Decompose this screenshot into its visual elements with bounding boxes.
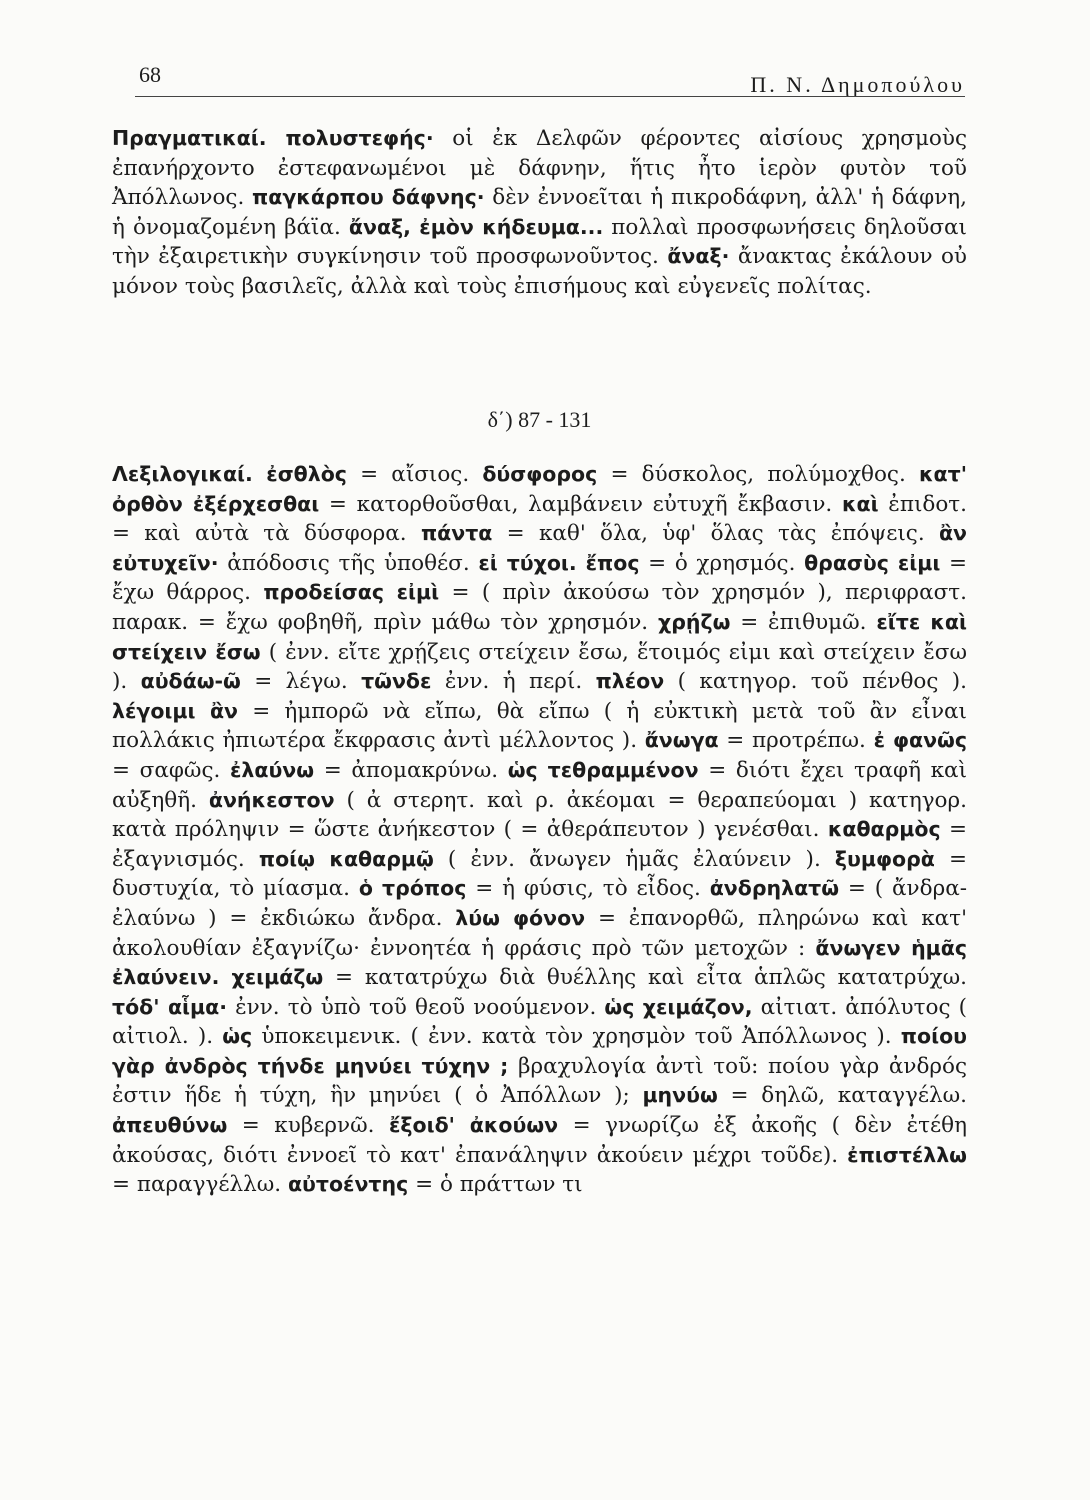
lemma-term: μηνύω — [642, 1083, 718, 1108]
lemma-term: προδείσας εἰμὶ — [263, 580, 440, 605]
commentary-text: αἰτιατ. ἀπόλυτος ( αἰτιολ. ). — [112, 994, 967, 1050]
commentary-paragraph-lexilogikai — [112, 460, 967, 1200]
lemma-term: ἐλαύνω — [229, 757, 315, 782]
commentary-text: ἐνν. τὸ ὑπὸ τοῦ θεοῦ νοούμενον. — [226, 994, 605, 1020]
commentary-text: = παραγγέλλω. — [112, 1172, 288, 1198]
lemma-term: εἴτε καὶ στείχειν ἔσω — [112, 609, 968, 664]
lemma-term: αὐδάω-ῶ — [140, 669, 241, 694]
lemma-term: λέγοιμι ἂν — [112, 698, 239, 723]
commentary-text: = ( πρὶν ἀκούσω τὸν χρησμόν ), περιφραστ. παρακ. = ἔχω φοβηθῆ, πρὶν μάθω τὸν χρησμόν. — [112, 580, 967, 635]
commentary-text: = λέγω. — [240, 669, 362, 695]
lemma-term: ἀνδρηλατῶ — [709, 876, 840, 901]
lemma-term: ἄνωγα — [644, 728, 719, 753]
lemma-term: θρασὺς εἰμι — [804, 550, 941, 575]
lemma-term: ποίου γὰρ ἀνδρὸς τήνδε μηνύει τύχην ; — [112, 1024, 967, 1078]
commentary-text: = ( ἄνδρα-ἐλαύνω ) = ἐκδιώκω ἄνδρα. — [112, 876, 967, 931]
commentary-text: ἄνακτας ἐκάλουν οὐ μόνον τοὺς βασιλεῖς, ἀλλὰ καὶ τοὺς ἐπισήμους καὶ εὐγενεῖς πολίτας. — [112, 244, 967, 299]
commentary-text: = καθ' ὅλα, ὑφ' ὅλας τὰς ἐπόψεις. — [492, 521, 939, 547]
running-head: Π. Ν. Δημοπούλου — [750, 72, 965, 97]
lemma-term: παγκάρπου δάφνης· — [252, 185, 485, 210]
commentary-text: = ἠμπορῶ νὰ εἴπω, θὰ εἴπω ( ἡ εὐκτικὴ μετὰ τοῦ ἂν εἶναι πολλάκις ἠπιωτέρα ἔκφρασις ἀντὶ μέλλοντος ). — [112, 698, 967, 754]
commentary-text: ἐπιδοτ. = καὶ αὐτὰ τὰ δύσφορα. — [112, 491, 968, 547]
commentary-text: ἐνν. ἡ περί. — [431, 669, 596, 695]
commentary-text: = ἐπανορθῶ, πληρώνω καὶ κατ' ἀκολουθίαν ἐξαγνίζω· ἐννοητέα ἡ φράσις πρὸ τῶν μετοχῶν : — [112, 905, 967, 961]
lemma-term: λύω φόνον — [455, 905, 586, 930]
lemma-term: ἀνήκεστον — [208, 787, 335, 812]
commentary-text: = κατατρύχω διὰ θυέλλης καὶ εἶτα ἁπλῶς κατατρύχω. — [323, 965, 967, 991]
lemma-term: Πραγματικαί. πολυστεφής· — [112, 126, 434, 150]
commentary-text: ( κατηγορ. τοῦ πένθος ). — [664, 669, 967, 695]
commentary-text: = ἐπιθυμῶ. — [730, 609, 877, 635]
commentary-text: ἀπόδοσις τῆς ὑποθέσ. — [218, 550, 479, 576]
lemma-term: κατ' ὀρθὸν ἐξέρχεσθαι — [112, 462, 967, 516]
lemma-term: πάντα — [420, 521, 493, 546]
commentary-text: = κατορθοῦσθαι, λαμβάνειν εὐτυχῆ ἔκβασιν. — [319, 491, 842, 517]
lemma-term: τῶνδε — [361, 669, 432, 694]
commentary-text: ὑποκειμενικ. ( ἐνν. κατὰ τὸν χρησμὸν τοῦ Ἀπόλλωνος ). — [252, 1024, 901, 1050]
lemma-term: ὁ τρόπος — [358, 876, 467, 901]
commentary-text: ( ἀ στερητ. καὶ ρ. ἀκέομαι = θεραπεύομαι ) κατηγορ. κατὰ πρόληψιν = ὥστε ἀνήκεστον ( = ἀθεράπευτον ) γενέσθαι. — [112, 787, 967, 843]
header-rule — [135, 96, 965, 97]
lemma-term: ποίῳ καθαρμῷ — [258, 846, 434, 871]
lemma-term: ὡς τεθραμμένον — [507, 757, 699, 782]
commentary-text: δὲν ἐννοεῖται ἡ πικροδάφνη, ἀλλ' ἡ δάφνη, ἡ ὀνομαζομένη βάϊα. — [112, 185, 967, 240]
lemma-term: ἐπιστέλλω — [847, 1142, 967, 1167]
page-number: 68 — [139, 62, 161, 87]
page-header — [135, 62, 965, 102]
commentary-text: = προτρέπω. — [718, 728, 874, 754]
lemma-term: αὐτοέντης — [287, 1172, 409, 1197]
commentary-text: οἱ ἐκ Δελφῶν φέροντες αἰσίους χρησμοὺς ἐπανήρχοντο ἐστεφανωμένοι μὲ δάφνην, ἥτις ἦτο ἱερὸν φυτὸν τοῦ Ἀπόλλωνος. — [112, 126, 967, 211]
commentary-text: = ἔχω θάρρος. — [112, 550, 967, 606]
lemma-term: ἐ φανῶς — [873, 728, 968, 753]
commentary-text: ( ἐνν. εἴτε χρῄζεις στείχειν ἔσω, ἕτοιμός εἰμι καὶ στείχειν ἔσω ). — [112, 639, 967, 695]
commentary-text: = δηλῶ, καταγγέλω. — [717, 1083, 968, 1109]
lemma-term: ἂν εὐτυχεῖν· — [112, 521, 968, 575]
commentary-text: = διότι ἔχει τραφῆ καὶ αὐξηθῆ. — [112, 757, 967, 813]
commentary-text: = ἐξαγνισμός. — [112, 817, 967, 872]
commentary-text: = αἴσιος. — [346, 462, 483, 487]
lemma-term: ξυμφορὰ — [834, 846, 935, 871]
lemma-term: Λεξιλογικαί. ἐσθλὸς — [112, 462, 347, 486]
lemma-term: τόδ' αἷμα· — [112, 994, 227, 1019]
commentary-text: = δυστυχία, τὸ μίασμα. — [112, 846, 967, 902]
commentary-text: = ὁ πράττων τι — [408, 1172, 583, 1198]
lemma-term: πλέον — [595, 669, 665, 694]
section-heading: δ΄) 87 - 131 — [487, 407, 592, 432]
lemma-term: ὡς χειμάζον, — [604, 994, 753, 1019]
commentary-text: = ὁ χρησμός. — [639, 550, 805, 576]
commentary-text: = δύσκολος, πολύμοχθος. — [597, 462, 919, 487]
lemma-term: χρῄζω — [657, 609, 731, 634]
commentary-text: βραχυλογία ἀντὶ τοῦ: ποίου γὰρ ἀνδρός ἐστιν ἥδε ἡ τύχη, ἣν μηνύει ( ὁ Ἀπόλλων ); — [112, 1053, 968, 1109]
lemma-term: ὡς — [222, 1024, 253, 1049]
lemma-term: εἰ τύχοι. ἔπος — [478, 550, 640, 575]
lemma-term: καὶ — [841, 491, 879, 516]
commentary-text: = γνωρίζω ἐξ ἀκοῆς ( δὲν ἐτέθη ἀκούσας, διότι ἐννοεῖ τὸ κατ' ἐπανάληψιν ἀκούειν μέχρι τοῦδε). — [112, 1113, 967, 1168]
lemma-term: ἄναξ, ἐμὸν κήδευμα... — [348, 214, 604, 239]
lemma-term: ἔξοιδ' ἀκούων — [388, 1113, 559, 1138]
commentary-paragraph-pragmatikai — [112, 124, 967, 302]
lemma-term: ἄνωγεν ἡμᾶς ἐλαύνειν. χειμάζω — [112, 935, 967, 990]
commentary-text: = ἡ φύσις, τὸ εἶδος. — [466, 876, 710, 902]
commentary-text: = σαφῶς. — [112, 757, 230, 783]
lemma-term: καθαρμὸς — [827, 817, 941, 842]
commentary-text: ( ἐνν. ἄνωγεν ἡμᾶς ἐλαύνειν ). — [433, 846, 835, 872]
lemma-term: ἄναξ· — [667, 244, 730, 269]
lemma-term: ἀπευθύνω — [112, 1113, 228, 1138]
lemma-term: δύσφορος — [482, 462, 598, 486]
commentary-text: πολλαὶ προσφωνήσεις δηλοῦσαι τὴν ἐξαιρετικὴν συγκίνησιν τοῦ προσφωνοῦντος. — [112, 214, 967, 270]
commentary-text: = κυβερνῶ. — [227, 1113, 389, 1139]
commentary-text: = ἀπομακρύνω. — [314, 757, 508, 783]
